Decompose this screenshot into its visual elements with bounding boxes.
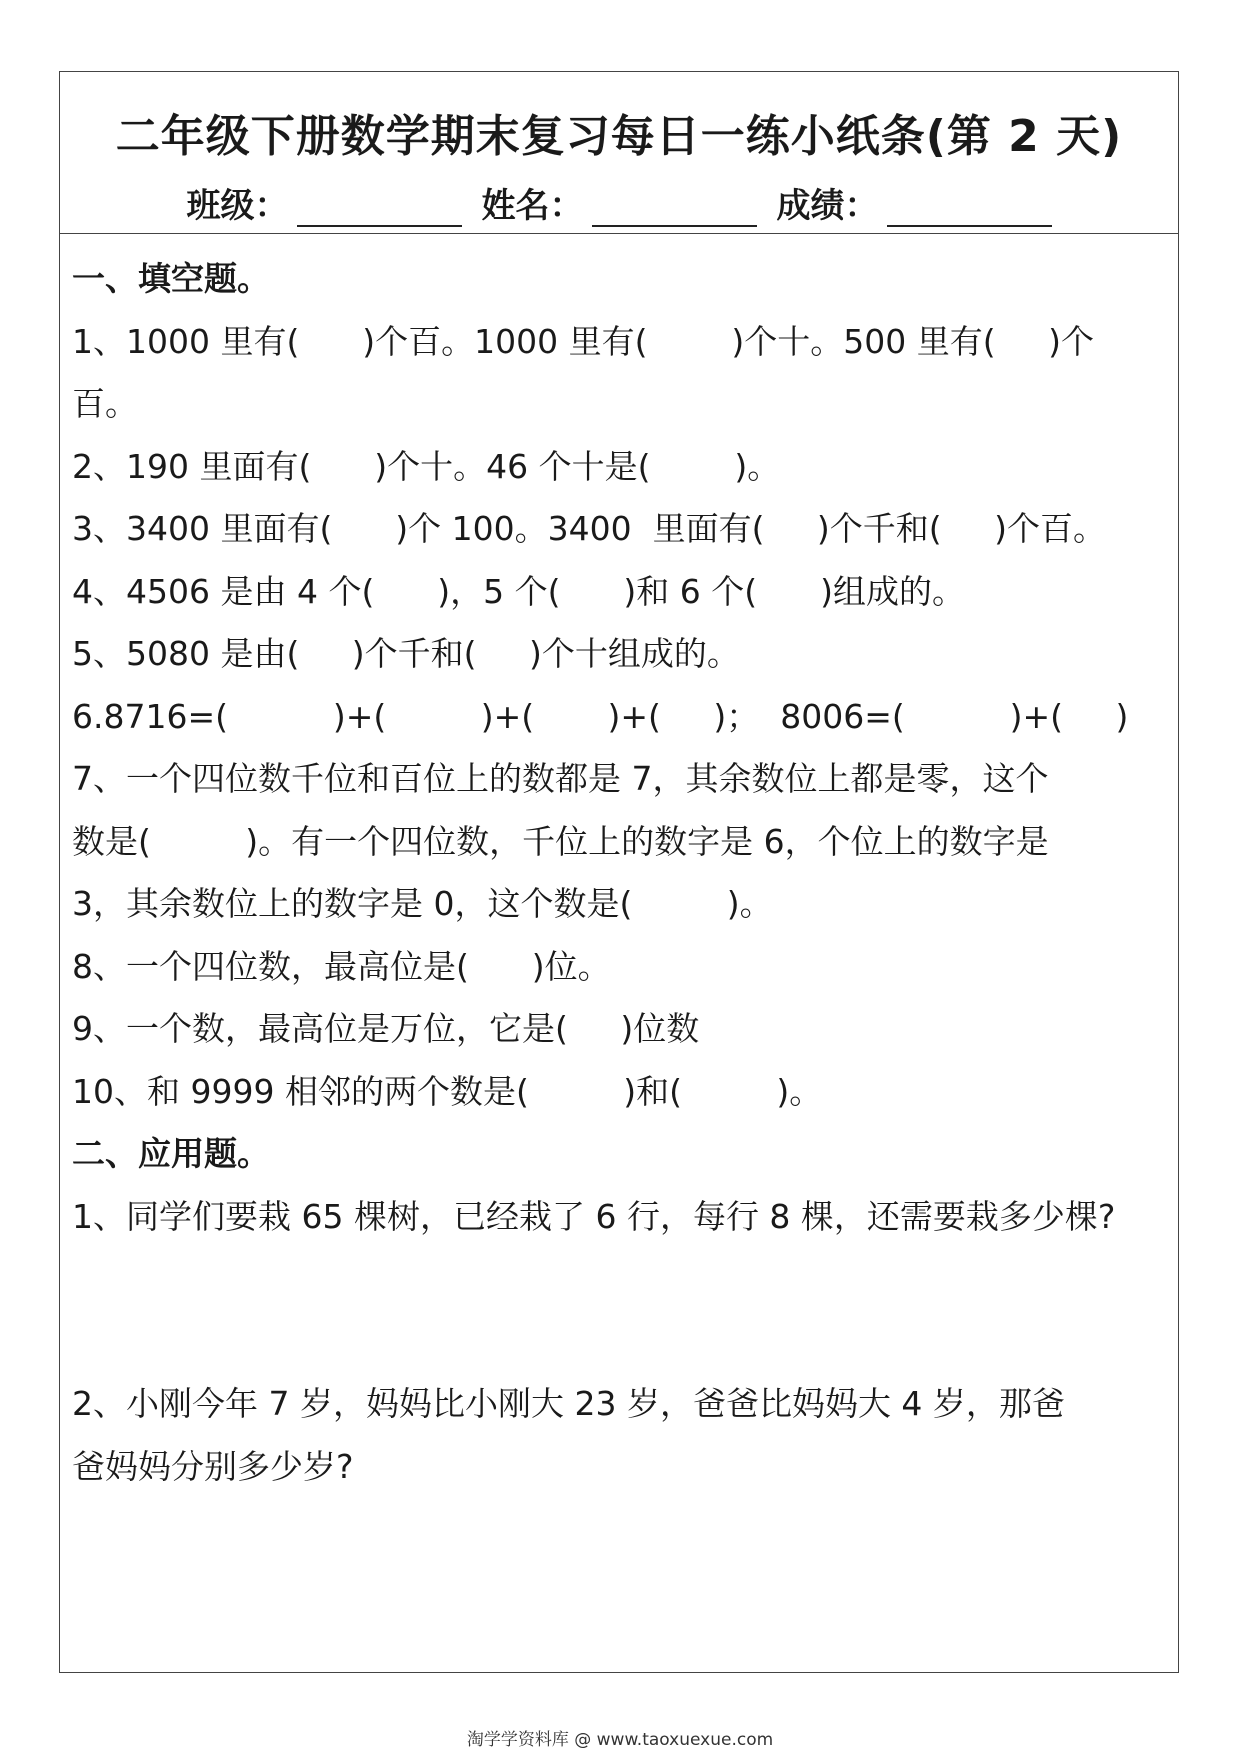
name-field [482, 178, 757, 227]
word-problem-2-line: 2、小刚今年 7 岁，妈妈比小刚大 23 岁，爸爸比妈妈大 4 岁，那爸 [72, 1384, 1065, 1423]
question-line: 7、一个四位数千位和百位上的数都是 7，其余数位上都是零，这个 [72, 759, 1049, 798]
name-label: 姓名： [481, 186, 584, 226]
question-line: 1、1000 里有( )个百。1000 里有( )个十。500 里有( )个 [72, 321, 1094, 361]
score-field [777, 178, 1052, 227]
footer-watermark: 淘学学资料库 @ www.taoxuexue.com [466, 1730, 774, 1750]
section-word-problem-heading: 二、应用题。 [72, 1134, 270, 1173]
score-blank[interactable] [887, 195, 1052, 227]
worksheet-header [60, 72, 1178, 234]
question-line: 百。 [72, 384, 138, 423]
question-line: 4、4506 是由 4 个( )，5 个( )和 6 个( )组成的。 [72, 571, 965, 611]
question-line: 3、3400 里面有( )个 100。3400 里面有( )个千和( )个百。 [72, 509, 1106, 548]
question-line: 数是( )。有一个四位数，千位上的数字是 6，个位上的数字是 [72, 821, 1049, 861]
question-line: 10、和 9999 相邻的两个数是( )和( )。 [72, 1071, 823, 1111]
section-fill-blank-heading: 一、填空题。 [72, 259, 270, 298]
student-info-row [60, 178, 1178, 227]
question-line: 2、190 里面有( )个十。46 个十是( )。 [72, 446, 781, 486]
question-line: 8、一个四位数，最高位是( )位。 [72, 946, 611, 986]
word-problem-1: 1、同学们要栽 65 棵树，已经栽了 6 行，每行 8 棵，还需要栽多少棵? [72, 1196, 1116, 1236]
answer-space-1[interactable] [72, 1248, 1166, 1373]
worksheet [59, 71, 1179, 1673]
word-problem-2-line: 爸妈妈分别多少岁? [72, 1446, 354, 1486]
score-label: 成绩： [776, 186, 879, 226]
class-label: 班级： [186, 186, 289, 226]
question-line: 9、一个数，最高位是万位，它是( )位数 [72, 1009, 700, 1048]
question-line: 6.8716=( )+( )+( )+( )； 8006=( )+( ) [72, 696, 1129, 736]
name-blank[interactable] [592, 195, 757, 227]
worksheet-title: 二年级下册数学期末复习每日一练小纸条(第 2 天) [115, 111, 1123, 162]
worksheet-body [60, 234, 1178, 1498]
question-line: 5、5080 是由( )个千和( )个十组成的。 [72, 634, 740, 673]
class-blank[interactable] [297, 195, 462, 227]
class-field [187, 178, 462, 227]
question-line: 3，其余数位上的数字是 0，这个数是( )。 [72, 884, 773, 923]
